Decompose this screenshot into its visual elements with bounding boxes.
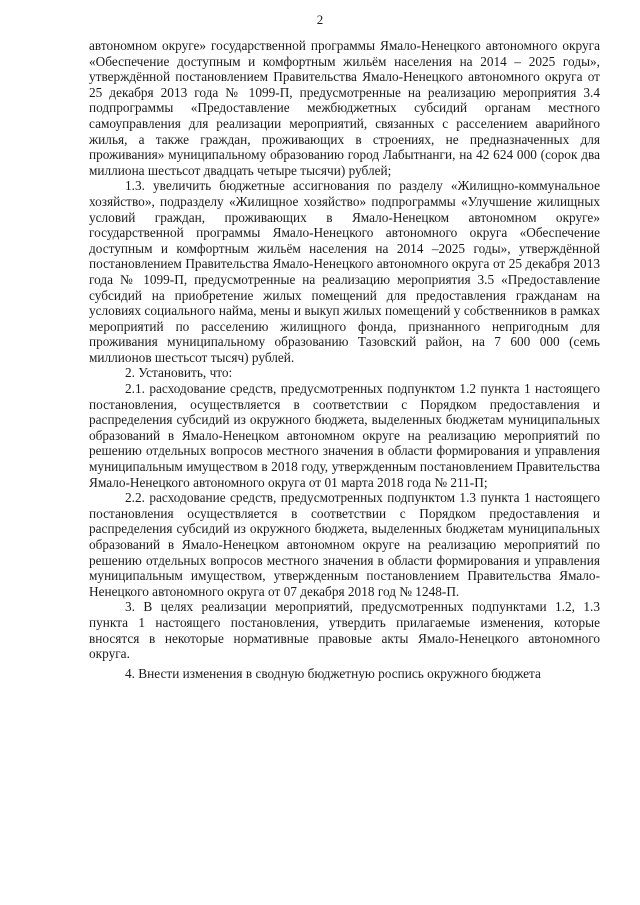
page-number: 2 [316,12,324,27]
paragraph-2: 2. Установить, что: [125,365,233,381]
paragraph-1-3: 1.3. увеличить бюджетные ассигнования по разделу «Жилищно-коммунальное хозяйство», подразделу «Жилищное хозяйство» подпрограммы «Улучшение жилищных условий граждан, проживающих в Ямало-Ненецком автономном округе» государственной программы Ямало-Ненецкого автономного округа «Обеспечение доступным и комфортным жильём населения на 2014 –2025 годы», утверждённой постановлением Правительства Ямало-Ненецкого автономного округа от 25 декабря 2013 года № 1099-П, предусмотренные на реализацию мероприятия 3.5 «Предоставление субсидий на приобретение жилых помещений для предоставления гражданам на условиях социального найма, мены и выкуп жилых помещений у собственников в рамках мероприятий по расселению жилищного фонда, признанного непригодным для проживания муниципальному образованию Тазовский район, на 7 600 000 (семь миллионов шестьсот тысяч) рублей. [89,178,600,365]
paragraph-3: 3. В целях реализации мероприятий, предусмотренных подпунктами 1.2, 1.3 пункта 1 настоящего постановления, утвердить прилагаемые изменения, которые вносятся в некоторые нормативные правовые акты Ямало-Ненецкого автономного округа. [89,599,600,662]
paragraph-2-1: 2.1. расходование средств, предусмотренных подпунктом 1.2 пункта 1 настоящего постановления, осуществляется в соответствии с Порядком предоставления и распределения субсидий из окружного бюджета, выделенных бюджетам муниципальных образований в Ямало-Ненецком автономном округе на реализацию мероприятий по решению отдельных вопросов местного значения в области формирования и управления муниципальным имуществом в 2018 году, утвержденным постановлением Правительства Ямало-Ненецкого автономного округа от 01 марта 2018 года № 211-П; [89,381,600,490]
document-body [89,38,600,681]
paragraph-2-2: 2.2. расходование средств, предусмотренных подпунктом 1.3 пункта 1 настоящего постановления осуществляется в соответствии с Порядком предоставления и распределения субсидий из окружного бюджета, выделенных бюджетам муниципальных образований в Ямало-Ненецком автономном округе на реализацию мероприятий по решению отдельных вопросов местного значения в области формирования и управления муниципальным имуществом, утвержденным постановлением Правительства Ямало-Ненецкого автономного округа от 07 декабря 2018 год № 1248-П. [89,490,600,599]
paragraph-4: 4. Внести изменения в сводную бюджетную роспись окружного бюджета [125,665,541,681]
paragraph-continued: автономном округе» государственной программы Ямало-Ненецкого автономного округа «Обеспечение доступным и комфортным жильём населения на 2014 – 2025 годы», утверждённой постановлением Правительства Ямало-Ненецкого автономного округа от 25 декабря 2013 года № 1099-П, предусмотренные на реализацию мероприятия 3.4 подпрограммы «Предоставление межбюджетных субсидий органам местного самоуправления для реализации мероприятий, связанных с расселением аварийного жилья, а также граждан, проживающих в строениях, не предназначенных для проживания» муниципальному образованию город Лабытнанги, на 42 624 000 (сорок два миллиона шестьсот двадцать четыре тысячи) рублей; [89,38,600,178]
